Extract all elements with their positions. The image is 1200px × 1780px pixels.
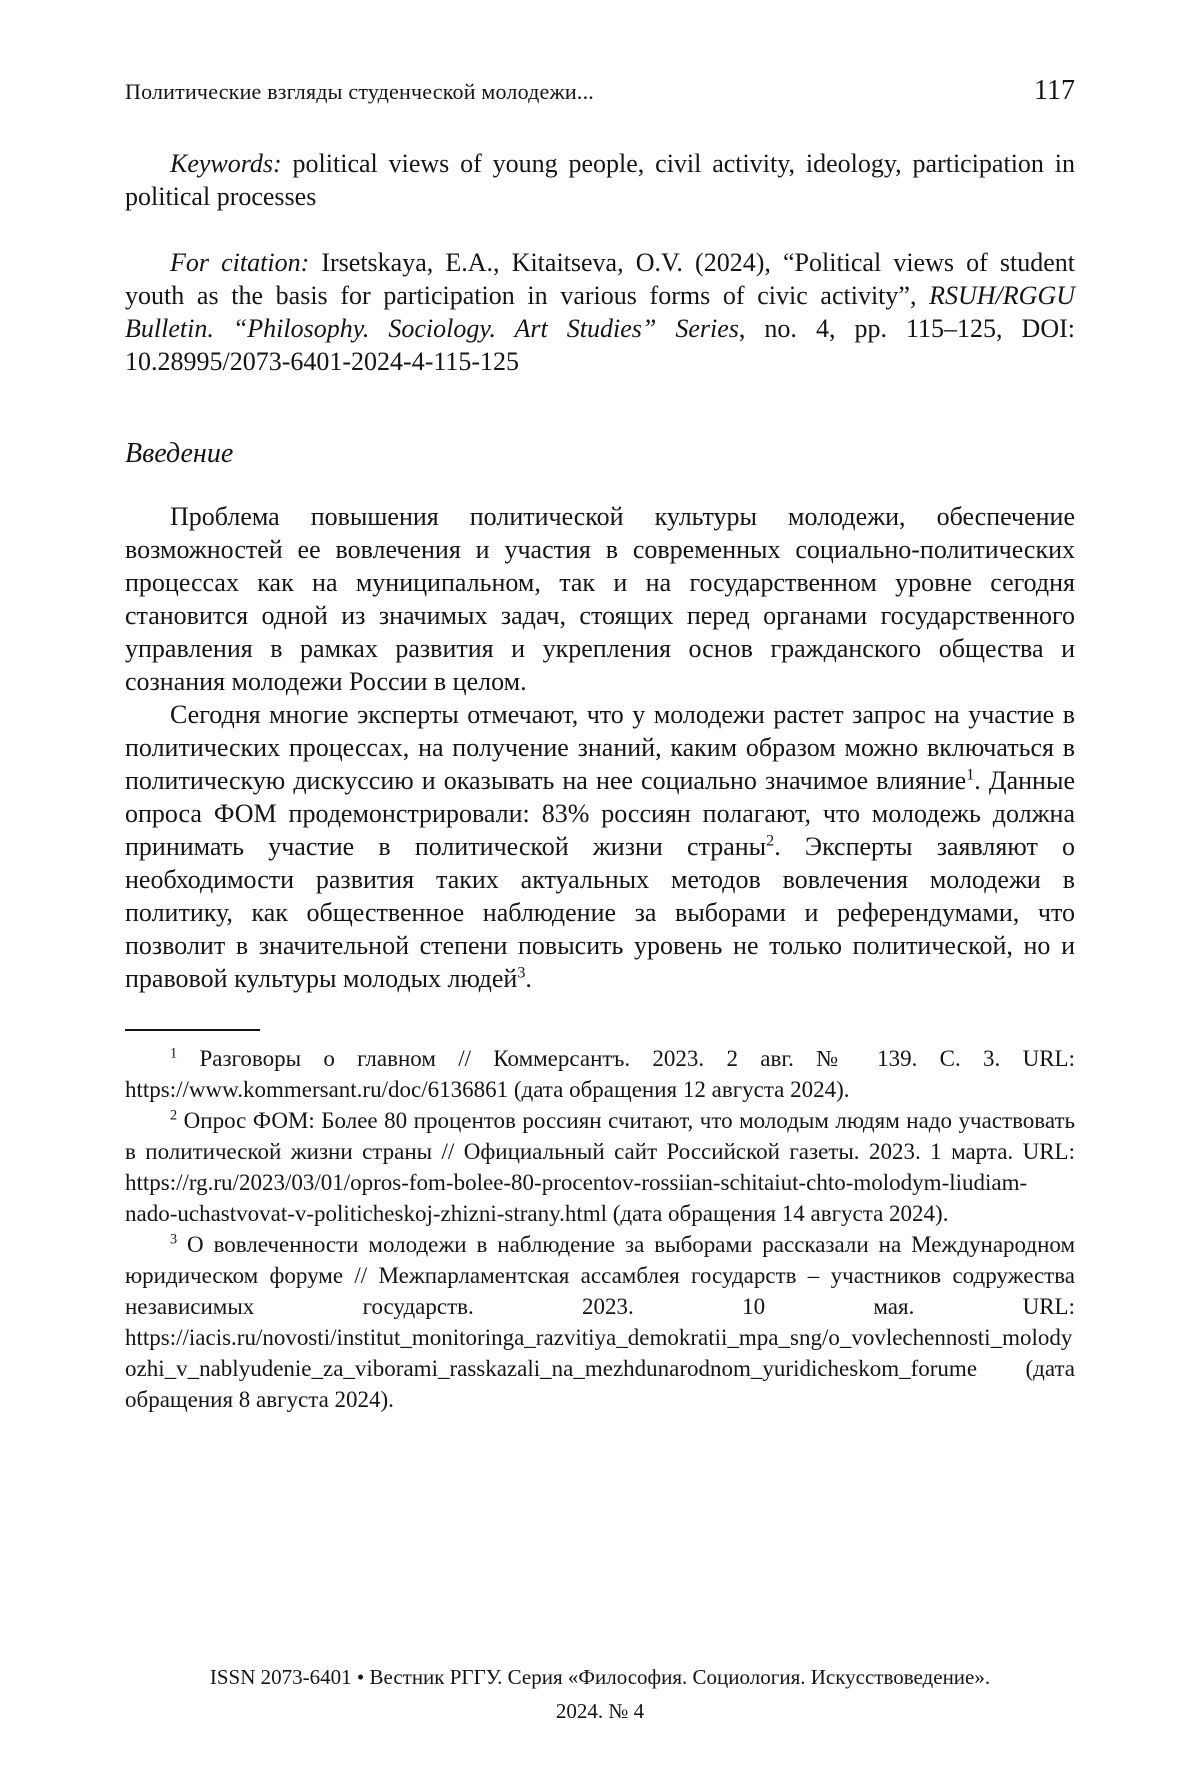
keywords-paragraph: Keywords: political views of young people, civil activity, ideology, participation in political processes <box>125 149 1075 211</box>
footer-issue-line: 2024. № 4 <box>555 1699 645 1723</box>
footnote-separator-rule <box>125 1029 260 1031</box>
body-paragraph-1: Проблема повышения политической культуры молодежи, обеспечение возможностей ее вовлечения и участия в современных социально-политических процессах как на муниципальном, так и на государственном уровне сегодня становится одной из значимых задач, стоящих перед органами государственного управления в рамках развития и укрепления основ гражданского общества и сознания молодежи России в целом. <box>125 502 1075 696</box>
running-title: Политические взгляды студенческой молодежи... <box>125 79 594 104</box>
section-heading-introduction: Введение <box>125 438 234 469</box>
citation-paragraph: For citation: Irsetskaya, E.A., Kitaitseva, O.V. (2024), “Political views of student youth as the basis for participation in various forms of civic activity”, RSUH/RGGU Bulletin. “Philosophy. Sociology. Art Studies” Series, no. 4, pp. 115–125, DOI: 10.28995/2073-6401-2024-4-115-125 <box>125 248 1076 376</box>
footnote-3: $^3$ О вовлеченности молодежи в наблюдение за выборами рассказали на Международном юридическом форуме // Межпарламентская ассамблея государств – участников содружества независимых государств. 2023. 10 мая. URL: https://iacis.ru/novosti/institut_monitoringa_razvitiya_demokratii_mpa_sng/o_vovlechennosti_molodyozhi_v_nablyudenie_za_viborami_rasskazali_na_mezhdunarodnom_yuridicheskom_forume (дата обращения 8 августа 2024). <box>125 1231 1075 1412</box>
footer-issn-line: ISSN 2073-6401 • Вестник РГГУ. Серия «Философия. Социология. Искусствоведение». <box>209 1665 991 1689</box>
footnotes-section <box>125 1029 1075 1415</box>
running-header <box>125 75 1075 107</box>
journal-footer <box>0 1660 1200 1728</box>
footnote-2: $^2$ Опрос ФОМ: Более 80 процентов россиян считают, что молодым людям надо участвовать в политической жизни страны // Официальный сайт Российской газеты. 2023. 1 марта. URL: https://rg.ru/2023/03/01/opros-fom-bolee-80-procentov-rossiian-schitaiut-chto-molodym-liudiam-nado-uchastvovat-v-politicheskoj-zhizni-strany.html (дата обращения 14 августа 2024). <box>125 1107 1075 1226</box>
page-number: 117 <box>1034 75 1075 106</box>
footnote-1: $^1$ Разговоры о главном // Коммерсантъ. 2023. 2 авг. № 139. С. 3. URL: https://www.kommersant.ru/doc/6136861 (дата обращения 12 августа 2024). <box>125 1045 1075 1102</box>
body-paragraph-2: Сегодня многие эксперты отмечают, что у молодежи растет запрос на участие в политических процессах, на получение знаний, каким образом можно включаться в политическую дискуссию и оказывать на нее социально значимое влияние$^1$. Данные опроса ФОМ продемонстрировали: 83% россиян полагают, что молодежь должна принимать участие в политической жизни страны$^2$. Эксперты заявляют о необходимости развития таких актуальных методов вовлечения молодежи в политику, как общественное наблюдение за выборами и референдумами, что позволит в значительной степени повысить уровень не только политической, но и правовой культуры молодых людей$^3$. <box>125 700 1075 993</box>
